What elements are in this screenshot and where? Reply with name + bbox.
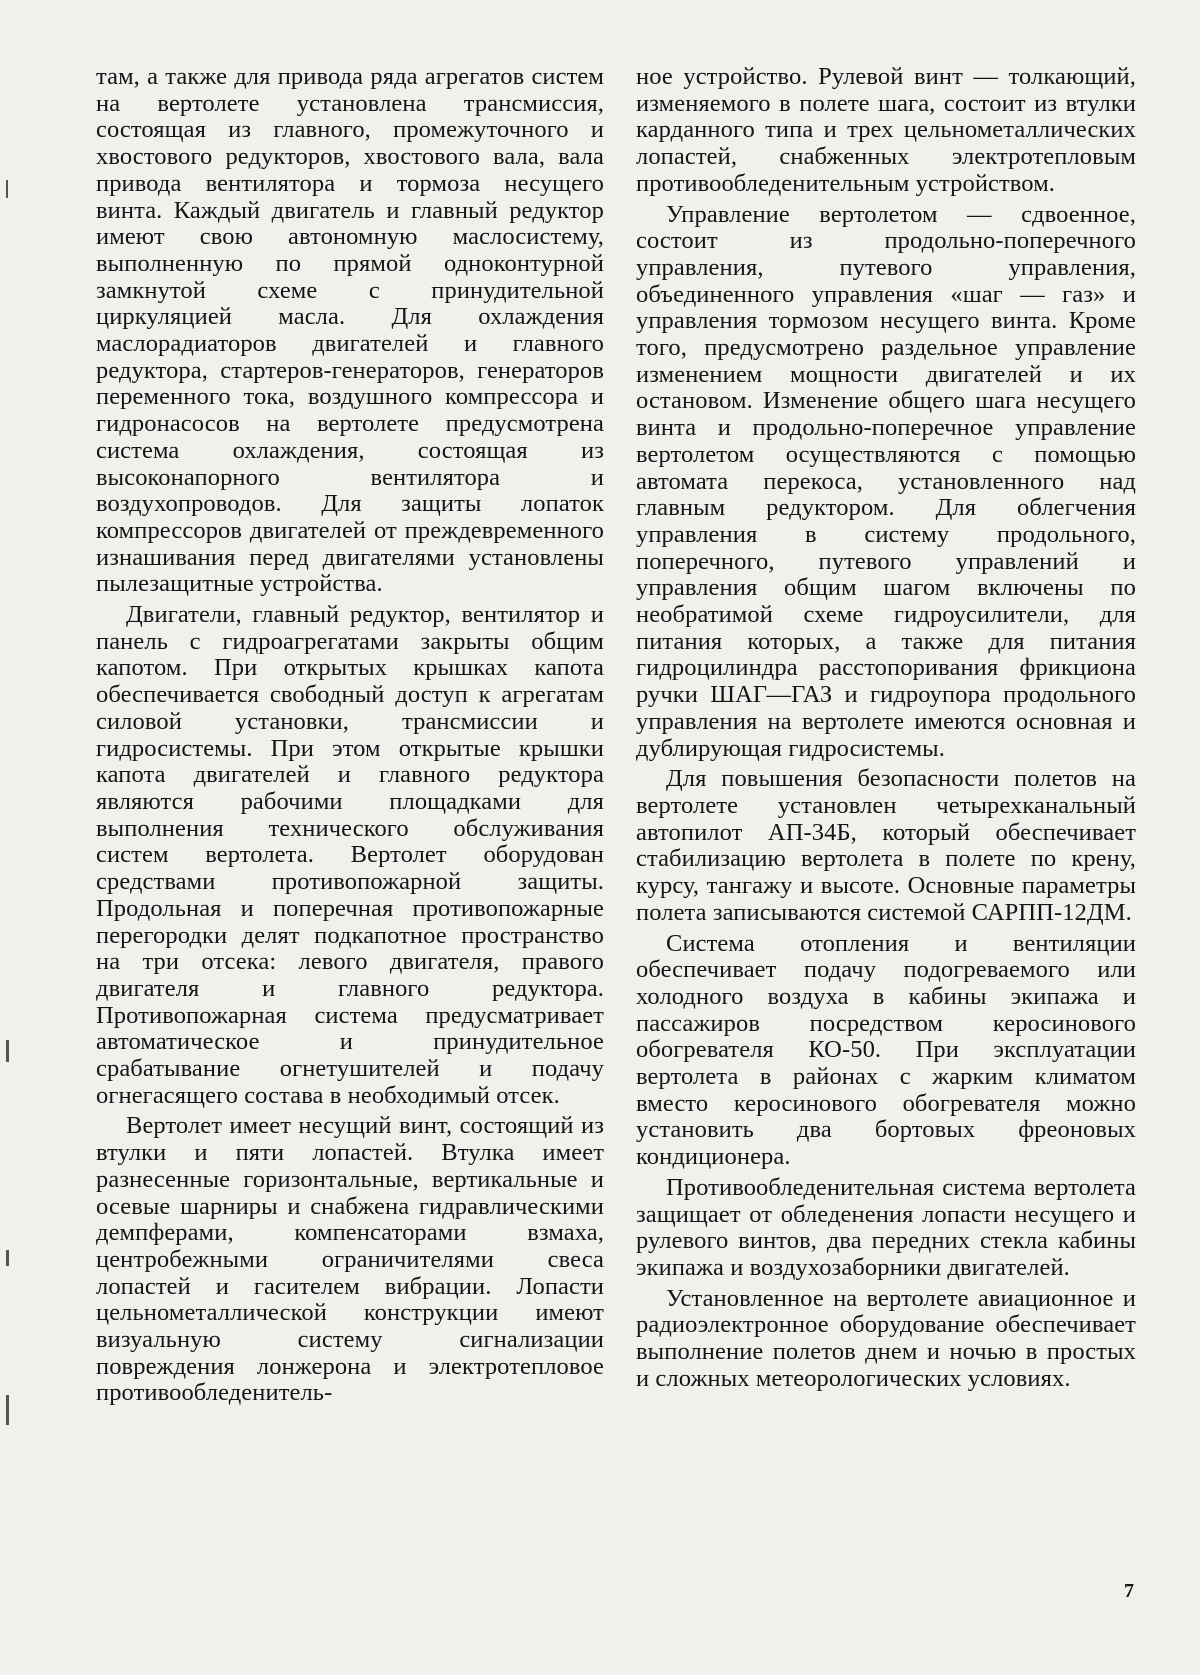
left-paragraph-2: Двигатели, главный редуктор, вентилятор и панель с гидроагрегатами закрыты общим капотом. При открытых крышках капота обеспечивается свободный доступ к агрегатам силовой установки, трансмиссии и гидросистемы. При этом открытые крышки капота двигателей и главного редуктора являются рабочими площадками для выполнения технического обслуживания систем вертолета. Вертолет оборудован средствами противопожарной защиты. Продольная и поперечная противопожарные перегородки делят подкапотное пространство на три отсека: левого двигателя, правого двигателя и главного редуктора. Противопожарная система предусматривает автоматическое и принудительное срабатывание огнетушителей и подачу огнегасящего состава в необходимый отсек. (96, 601, 604, 1109)
scan-edge-mark (6, 1250, 9, 1266)
right-paragraph-5: Противообледенительная система вертолета защищает от обледенения лопасти несущего и рулевого винтов, два передних стекла кабины экипажа и воздухозаборники двигателей. (636, 1173, 1136, 1281)
right-paragraph-4: Система отопления и вентиляции обеспечивает подачу подогреваемого или холодного воздуха в кабины экипажа и пассажиров посредством керосинового обогревателя КО-50. При эксплуатации вертолета в районах с жарким климатом вместо керосинового обогревателя можно установить два бортовых фреоновых кондиционера. (636, 929, 1136, 1171)
page-number: 7 (1124, 1580, 1134, 1602)
right-paragraph-3: Для повышения безопасности полетов на вертолете установлен четырехканальный автопилот АП-34Б, который обеспечивает стабилизацию вертолета в полете по крену, курсу, тангажу и высоте. Основные параметры полета записываются системой САРПП-12ДМ. (636, 765, 1136, 926)
scan-edge-mark (6, 180, 8, 198)
right-paragraph-6: Установленное на вертолете авиационное и радиоэлектронное оборудование обеспечивает выполнение полетов днем и ночью в простых и сложных метеорологических условиях. (636, 1284, 1136, 1392)
left-text-column (96, 64, 604, 1411)
right-text-column (636, 64, 1136, 1396)
right-paragraph-1: ное устройство. Рулевой винт — толкающий, изменяемого в полете шага, состоит из втулки карданного типа и трех цельнометаллических лопастей, снабженных электротепловым противообледенительным устройством. (636, 63, 1136, 197)
left-paragraph-1: там, а также для привода ряда агрегатов систем на вертолете установлена трансмиссия, состоящая из главного, промежуточного и хвостового редукторов, хвостового вала, вала привода вентилятора и тормоза несущего винта. Каждый двигатель и главный редуктор имеют свою автономную маслосистему, выполненную по прямой одноконтурной замкнутой схеме с принудительной циркуляцией масла. Для охлаждения маслорадиаторов двигателей и главного редуктора, стартеров-генераторов, генераторов переменного тока, воздушного компрессора и гидронасосов на вертолете предусмотрена система охлаждения, состоящая из высоконапорного вентилятора и воздухопроводов. Для защиты лопаток компрессоров двигателей от преждевременного изнашивания перед двигателями установлены пылезащитные устройства. (96, 63, 604, 598)
scan-edge-mark (6, 1395, 9, 1425)
right-paragraph-2: Управление вертолетом — сдвоенное, состоит из продольно-поперечного управления, путевого управления, объединенного управления «шаг — газ» и управления тормозом несущего винта. Кроме того, предусмотрено раздельное управление изменением мощности двигателей и их остановом. Изменение общего шага несущего винта и продольно-поперечное управление вертолетом осуществляются с помощью автомата перекоса, установленного над главным редуктором. Для облегчения управления в систему продольного, поперечного, путевого управлений и управления общим шагом включены по необратимой схеме гидроусилители, для питания которых, а также для питания гидроцилиндра расстопоривания фрикциона ручки ШАГ—ГАЗ и гидроупора продольного управления на вертолете имеются основная и дублирующая гидросистемы. (636, 200, 1136, 762)
left-paragraph-3: Вертолет имеет несущий винт, состоящий из втулки и пяти лопастей. Втулка имеет разнесенные горизонтальные, вертикальные и осевые шарниры и снабжена гидравлическими демпферами, компенсаторами взмаха, центробежными ограничителями свеса лопастей и гасителем вибрации. Лопасти цельнометаллической конструкции имеют визуальную систему сигнализации повреждения лонжерона и электротепловое противообледенитель- (96, 1112, 604, 1407)
scan-edge-mark (6, 1040, 9, 1062)
